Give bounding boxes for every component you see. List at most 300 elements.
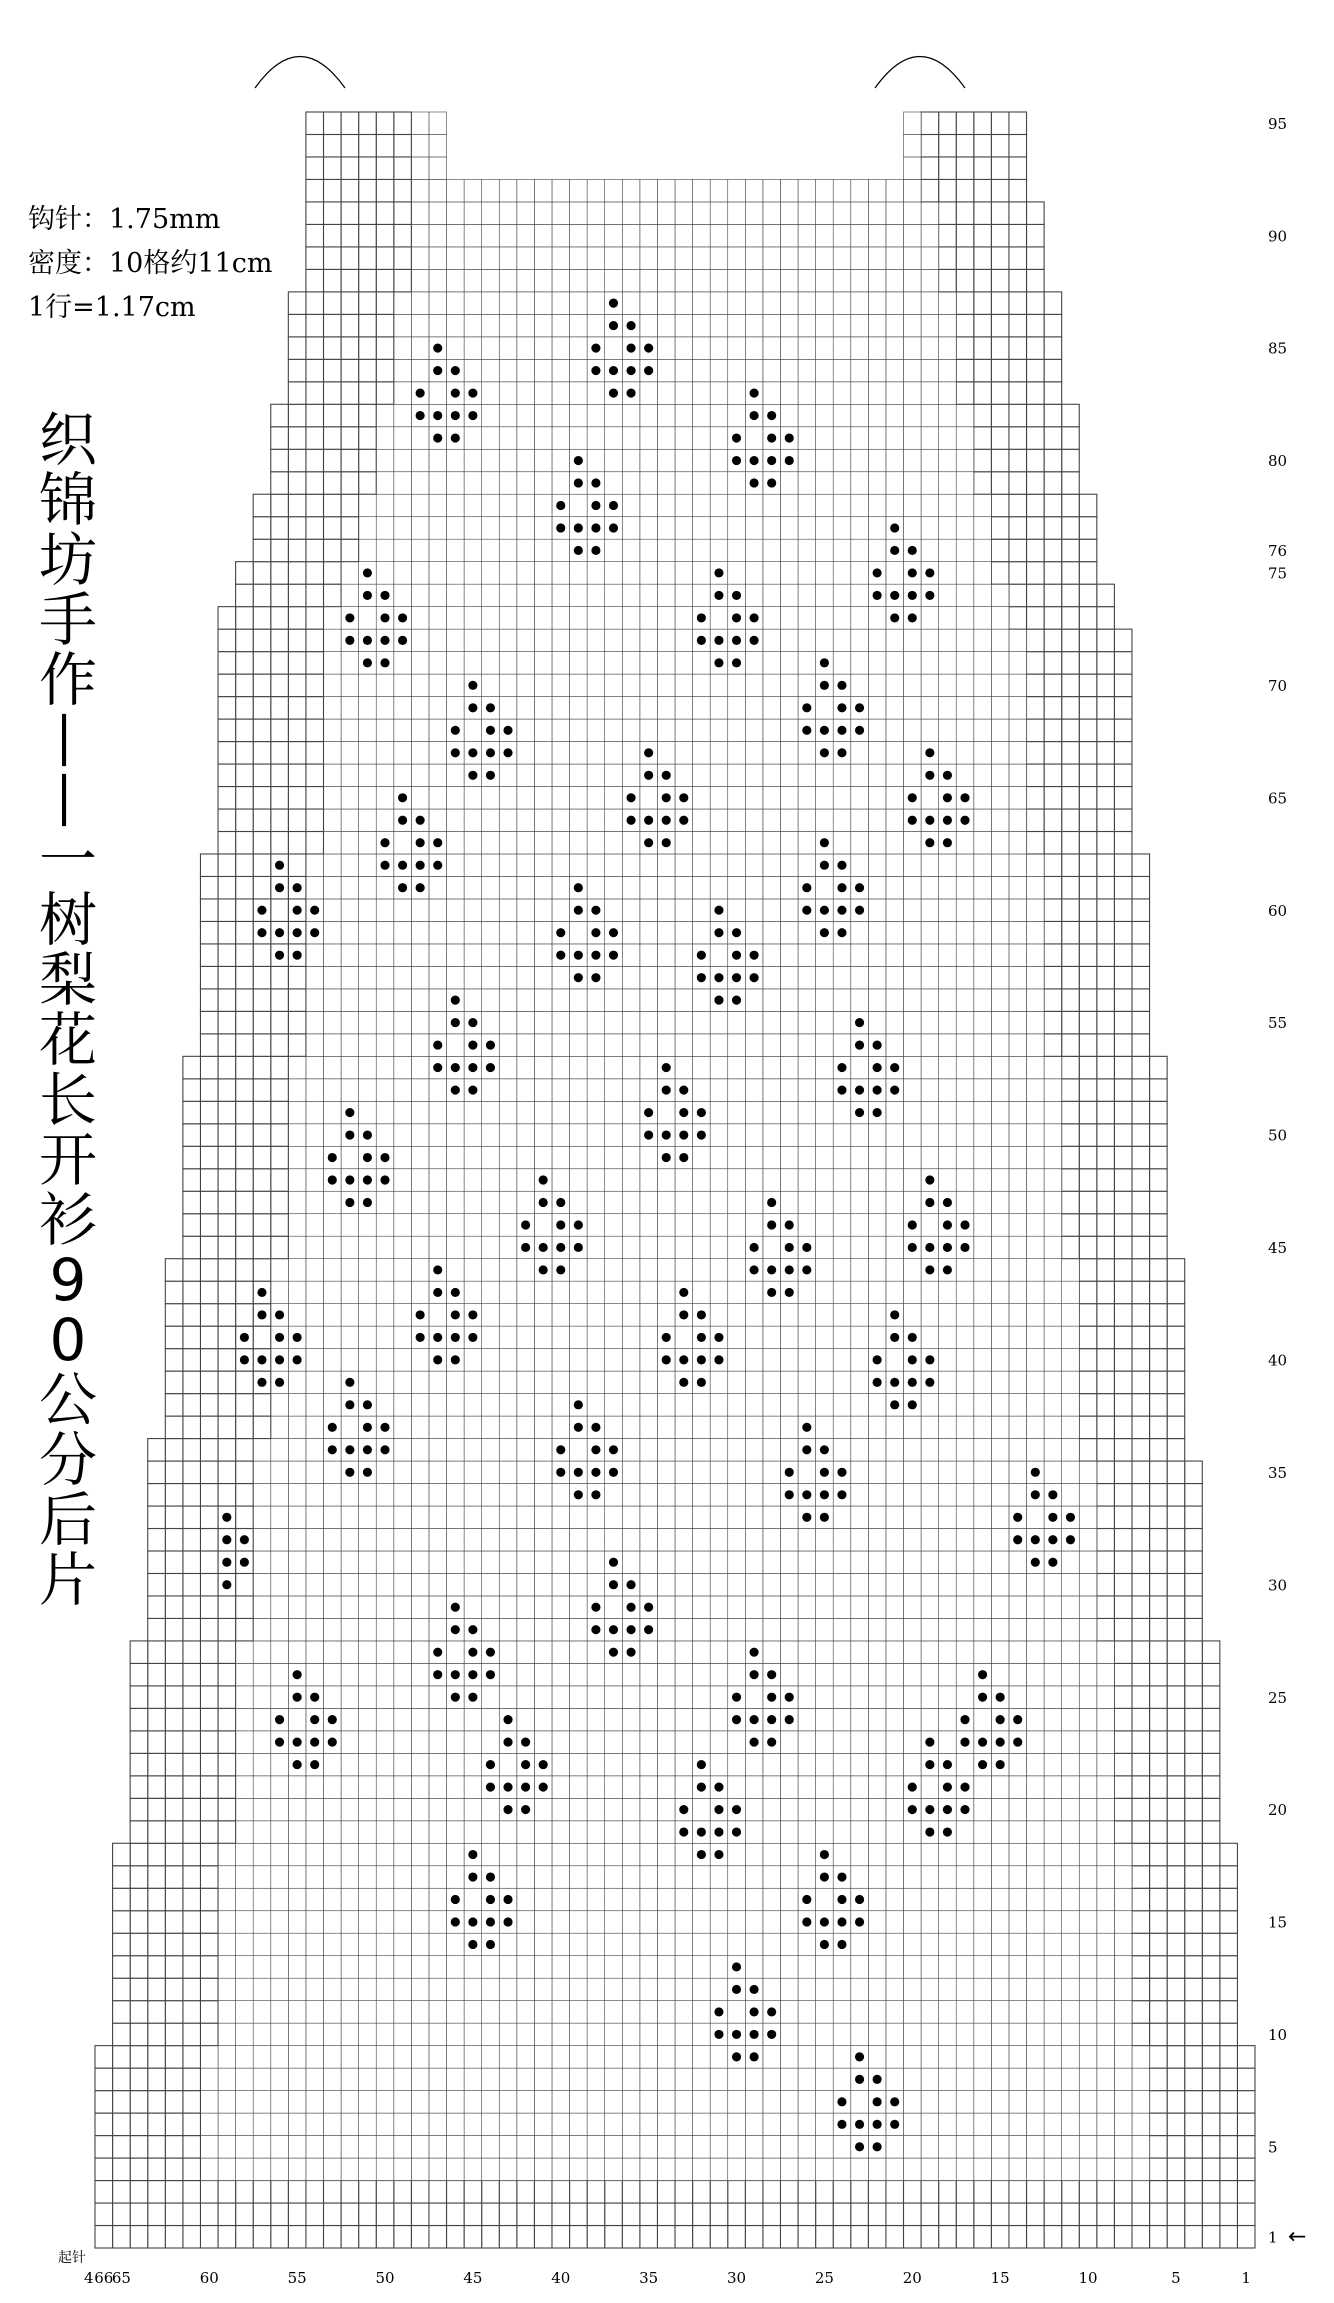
grid-cell (288, 1933, 306, 1955)
grid-cell (411, 2091, 429, 2113)
grid-cell (974, 1551, 992, 1573)
grid-cell (271, 966, 289, 988)
grid-cell (745, 269, 763, 291)
grid-cell (306, 2181, 324, 2203)
grid-cell (991, 427, 1009, 449)
grid-cell (394, 269, 412, 291)
grid-cell (552, 629, 570, 651)
grid-cell (798, 1866, 816, 1888)
grid-cell (1062, 1573, 1080, 1595)
grid-cell (605, 1911, 623, 1933)
grid-cell (640, 404, 658, 426)
grid-cell (974, 2181, 992, 2203)
grid-cell (693, 2203, 711, 2225)
grid-cell (411, 1978, 429, 2000)
grid-cell (1044, 2091, 1062, 2113)
grid-cell (1132, 1214, 1150, 1236)
grid-cell (499, 584, 517, 606)
grid-cell (991, 1214, 1009, 1236)
grid-cell (622, 719, 640, 741)
grid-cell (499, 472, 517, 494)
grid-cell (675, 2001, 693, 2023)
grid-cell (903, 1731, 921, 1753)
grid-cell (939, 1663, 957, 1685)
grid-cell (798, 269, 816, 291)
grid-cell (482, 269, 500, 291)
grid-cell (728, 494, 746, 516)
grid-cell (1027, 1394, 1045, 1416)
grid-cell (728, 1034, 746, 1056)
grid-cell (745, 1191, 763, 1213)
grid-cell (570, 652, 588, 674)
grid-cell (1079, 1798, 1097, 1820)
grid-cell (570, 742, 588, 764)
grid-cell (903, 674, 921, 696)
grid-cell (605, 1663, 623, 1685)
grid-cell (1132, 1259, 1150, 1281)
grid-cell (218, 1798, 236, 1820)
grid-cell (253, 1394, 271, 1416)
grid-cell (921, 247, 939, 269)
grid-cell (323, 944, 341, 966)
grid-cell (323, 1843, 341, 1865)
grid-cell (271, 787, 289, 809)
grid-cell (710, 719, 728, 741)
grid-cell (657, 1281, 675, 1303)
grid-cell (991, 2226, 1009, 2248)
grid-cell (1132, 1663, 1150, 1685)
grid-cell (675, 382, 693, 404)
grid-cell (622, 517, 640, 539)
grid-cell (798, 382, 816, 404)
grid-cell (341, 2158, 359, 2180)
grid-cell (886, 1506, 904, 1528)
grid-cell (903, 1304, 921, 1326)
grid-cell (306, 1236, 324, 1258)
grid-cell (974, 1011, 992, 1033)
grid-cell (236, 1506, 254, 1528)
grid-cell (570, 1349, 588, 1371)
grid-cell (341, 1731, 359, 1753)
grid-cell (921, 1326, 939, 1348)
grid-cell (605, 404, 623, 426)
grid-cell (552, 1663, 570, 1685)
grid-cell (851, 2158, 869, 2180)
grid-cell (359, 1911, 377, 1933)
grid-cell (657, 337, 675, 359)
grid-cell (710, 1529, 728, 1551)
grid-cell (376, 674, 394, 696)
grid-cell (411, 1124, 429, 1146)
grid-cell (1027, 1101, 1045, 1123)
grid-cell (587, 449, 605, 471)
grid-cell (939, 562, 957, 584)
grid-cell (1167, 1461, 1185, 1483)
grid-cell (1009, 1416, 1027, 1438)
grid-cell (359, 742, 377, 764)
grid-cell (710, 1731, 728, 1753)
grid-cell (534, 742, 552, 764)
grid-cell (657, 2203, 675, 2225)
grid-cell (534, 562, 552, 584)
grid-cell (956, 1551, 974, 1573)
grid-cell (622, 1484, 640, 1506)
grid-cell (482, 831, 500, 853)
grid-cell (991, 2091, 1009, 2113)
grid-cell (517, 1484, 535, 1506)
grid-cell (376, 427, 394, 449)
grid-cell (411, 1101, 429, 1123)
grid-cell (113, 2136, 131, 2158)
grid-cell (587, 404, 605, 426)
grid-cell (833, 1304, 851, 1326)
grid-cell (534, 1529, 552, 1551)
grid-cell (991, 989, 1009, 1011)
grid-cell (798, 944, 816, 966)
grid-cell (728, 1236, 746, 1258)
grid-cell (956, 1888, 974, 1910)
grid-cell (1009, 2136, 1027, 2158)
grid-cell (499, 562, 517, 584)
grid-cell (816, 2203, 834, 2225)
grid-cell (1132, 1821, 1150, 1843)
grid-cell (236, 1663, 254, 1685)
grid-cell (552, 1011, 570, 1033)
grid-cell (851, 1304, 869, 1326)
grid-cell (534, 2046, 552, 2068)
grid-cell (323, 742, 341, 764)
grid-cell (482, 629, 500, 651)
grid-cell (1150, 1101, 1168, 1123)
grid-cell (833, 966, 851, 988)
grid-cell (323, 1641, 341, 1663)
grid-cell (939, 1686, 957, 1708)
grid-cell (886, 382, 904, 404)
grid-cell (323, 831, 341, 853)
grid-cell (833, 2181, 851, 2203)
grid-cell (868, 1214, 886, 1236)
grid-cell (271, 1551, 289, 1573)
grid-cell (587, 2046, 605, 2068)
grid-cell (1185, 1888, 1203, 1910)
grid-cell (183, 1686, 201, 1708)
grid-cell (359, 809, 377, 831)
grid-cell (464, 2181, 482, 2203)
grid-cell (745, 1529, 763, 1551)
grid-cell (130, 1866, 148, 1888)
grid-cell (675, 584, 693, 606)
grid-cell (341, 1011, 359, 1033)
grid-cell (200, 854, 218, 876)
grid-cell (429, 1911, 447, 1933)
grid-cell (1062, 1663, 1080, 1685)
grid-cell (534, 1371, 552, 1393)
grid-cell (1027, 607, 1045, 629)
grid-cell (851, 1551, 869, 1573)
grid-cell (464, 2226, 482, 2248)
grid-cell (534, 921, 552, 943)
grid-cell (464, 337, 482, 359)
grid-cell (587, 1304, 605, 1326)
grid-cell (341, 2226, 359, 2248)
grid-cell (429, 382, 447, 404)
grid-cell (1027, 1776, 1045, 1798)
grid-cell (1114, 876, 1132, 898)
grid-cell (552, 2001, 570, 2023)
grid-cell (323, 1034, 341, 1056)
grid-cell (534, 764, 552, 786)
grid-cell (1220, 2136, 1238, 2158)
grid-cell (816, 989, 834, 1011)
grid-cell (394, 2091, 412, 2113)
grid-cell (411, 1416, 429, 1438)
grid-cell (534, 1956, 552, 1978)
grid-cell (271, 1753, 289, 1775)
grid-cell (288, 472, 306, 494)
grid-cell (534, 944, 552, 966)
grid-cell (1044, 1461, 1062, 1483)
grid-cell (657, 494, 675, 516)
grid-cell (921, 1618, 939, 1640)
grid-cell (113, 2158, 131, 2180)
grid-cell (728, 1888, 746, 1910)
grid-cell (1132, 1034, 1150, 1056)
grid-cell (376, 1753, 394, 1775)
grid-cell (271, 1956, 289, 1978)
grid-cell (745, 1439, 763, 1461)
grid-cell (798, 2091, 816, 2113)
grid-cell (394, 1618, 412, 1640)
grid-cell (1132, 1281, 1150, 1303)
grid-cell (816, 472, 834, 494)
grid-cell (657, 1641, 675, 1663)
grid-cell (376, 1551, 394, 1573)
grid-cell (464, 1236, 482, 1258)
grid-cell (482, 1956, 500, 1978)
grid-cell (359, 1731, 377, 1753)
grid-cell (693, 1956, 711, 1978)
grid-cell (359, 2181, 377, 2203)
grid-cell (657, 629, 675, 651)
grid-cell (657, 876, 675, 898)
grid-cell (1202, 1911, 1220, 1933)
grid-cell (376, 494, 394, 516)
grid-cell (886, 1776, 904, 1798)
grid-cell (640, 1461, 658, 1483)
grid-cell (271, 2113, 289, 2135)
grid-cell (710, 1056, 728, 1078)
grid-cell (763, 1978, 781, 2000)
grid-cell (1044, 314, 1062, 336)
grid-cell (622, 2181, 640, 2203)
grid-cell (728, 2001, 746, 2023)
grid-cell (675, 337, 693, 359)
grid-cell (939, 314, 957, 336)
grid-cell (517, 1011, 535, 1033)
grid-cell (394, 382, 412, 404)
grid-cell (1097, 584, 1115, 606)
grid-cell (253, 2158, 271, 2180)
grid-cell (517, 764, 535, 786)
grid-cell (921, 539, 939, 561)
grid-cell (1062, 674, 1080, 696)
grid-cell (710, 1506, 728, 1528)
grid-cell (675, 1529, 693, 1551)
grid-cell (394, 1911, 412, 1933)
grid-cell (1114, 1641, 1132, 1663)
grid-cell (323, 1281, 341, 1303)
grid-cell (903, 1056, 921, 1078)
grid-cell (833, 2158, 851, 2180)
grid-cell (376, 1326, 394, 1348)
grid-cell (728, 1484, 746, 1506)
grid-cell (851, 2181, 869, 2203)
grid-cell (253, 674, 271, 696)
grid-cell (851, 1259, 869, 1281)
grid-cell (482, 1484, 500, 1506)
grid-cell (394, 1101, 412, 1123)
grid-cell (1079, 1866, 1097, 1888)
grid-cell (939, 1956, 957, 1978)
grid-cell (570, 719, 588, 741)
grid-cell (657, 1506, 675, 1528)
grid-cell (956, 1326, 974, 1348)
grid-cell (622, 2023, 640, 2045)
grid-cell (903, 269, 921, 291)
grid-cell (534, 2136, 552, 2158)
grid-cell (517, 652, 535, 674)
grid-cell (956, 1101, 974, 1123)
grid-cell (886, 1686, 904, 1708)
grid-cell (1027, 2091, 1045, 2113)
grid-cell (1079, 1956, 1097, 1978)
grid-cell (253, 719, 271, 741)
grid-cell (798, 1056, 816, 1078)
grid-cell (587, 1753, 605, 1775)
grid-cell (341, 1281, 359, 1303)
grid-cell (991, 854, 1009, 876)
grid-cell (886, 472, 904, 494)
grid-cell (1062, 1888, 1080, 1910)
grid-cell (271, 652, 289, 674)
grid-cell (886, 1146, 904, 1168)
grid-cell (745, 517, 763, 539)
grid-cell (1167, 1753, 1185, 1775)
grid-cell (218, 1843, 236, 1865)
grid-cell (429, 764, 447, 786)
grid-cell (1044, 539, 1062, 561)
grid-cell (482, 1146, 500, 1168)
grid-cell (288, 1011, 306, 1033)
grid-cell (447, 2001, 465, 2023)
grid-cell (745, 1573, 763, 1595)
grid-cell (798, 2023, 816, 2045)
grid-cell (482, 449, 500, 471)
grid-cell (1114, 1956, 1132, 1978)
grid-cell (798, 674, 816, 696)
grid-cell (376, 2091, 394, 2113)
grid-cell (464, 876, 482, 898)
grid-cell (341, 966, 359, 988)
grid-cell (851, 562, 869, 584)
grid-cell (675, 652, 693, 674)
grid-cell (1202, 1843, 1220, 1865)
grid-cell (974, 1349, 992, 1371)
grid-cell (728, 1304, 746, 1326)
grid-cell (587, 607, 605, 629)
grid-cell (693, 2068, 711, 2090)
grid-cell (728, 2181, 746, 2203)
grid-cell (271, 1191, 289, 1213)
grid-cell (903, 1191, 921, 1213)
grid-cell (587, 1236, 605, 1258)
grid-cell (991, 2046, 1009, 2068)
grid-cell (780, 1798, 798, 1820)
grid-cell (851, 269, 869, 291)
grid-cell (447, 1866, 465, 1888)
grid-cell (394, 517, 412, 539)
grid-cell (552, 1843, 570, 1865)
grid-cell (1044, 1326, 1062, 1348)
grid-cell (903, 472, 921, 494)
grid-cell (341, 1573, 359, 1595)
grid-cell (534, 1798, 552, 1820)
grid-cell (763, 2136, 781, 2158)
grid-cell (148, 1641, 166, 1663)
grid-cell (1202, 1798, 1220, 1820)
grid-cell (710, 1281, 728, 1303)
grid-cell (306, 876, 324, 898)
grid-cell (306, 1911, 324, 1933)
grid-cell (534, 1663, 552, 1685)
grid-cell (464, 292, 482, 314)
grid-cell (517, 1034, 535, 1056)
grid-cell (868, 1394, 886, 1416)
grid-cell (974, 584, 992, 606)
grid-cell (376, 742, 394, 764)
grid-cell (394, 472, 412, 494)
grid-cell (939, 1596, 957, 1618)
grid-cell (693, 404, 711, 426)
grid-cell (921, 1978, 939, 2000)
grid-cell (288, 1214, 306, 1236)
grid-cell (218, 629, 236, 651)
grid-cell (675, 269, 693, 291)
grid-cell (570, 404, 588, 426)
grid-cell (587, 1056, 605, 1078)
grid-cell (1185, 2113, 1203, 2135)
grid-cell (482, 1529, 500, 1551)
grid-cell (376, 562, 394, 584)
grid-cell (394, 1686, 412, 1708)
grid-cell (956, 1416, 974, 1438)
grid-cell (780, 517, 798, 539)
grid-cell (1114, 1843, 1132, 1865)
grid-cell (394, 1843, 412, 1865)
grid-cell (798, 989, 816, 1011)
grid-cell (218, 607, 236, 629)
grid-cell (1079, 854, 1097, 876)
grid-cell (271, 764, 289, 786)
grid-cell (534, 2226, 552, 2248)
grid-cell (1027, 1573, 1045, 1595)
grid-cell (991, 1461, 1009, 1483)
grid-cell (640, 2203, 658, 2225)
grid-cell (1220, 1843, 1238, 1865)
grid-cell (675, 1663, 693, 1685)
grid-cell (517, 2068, 535, 2090)
grid-cell (587, 787, 605, 809)
